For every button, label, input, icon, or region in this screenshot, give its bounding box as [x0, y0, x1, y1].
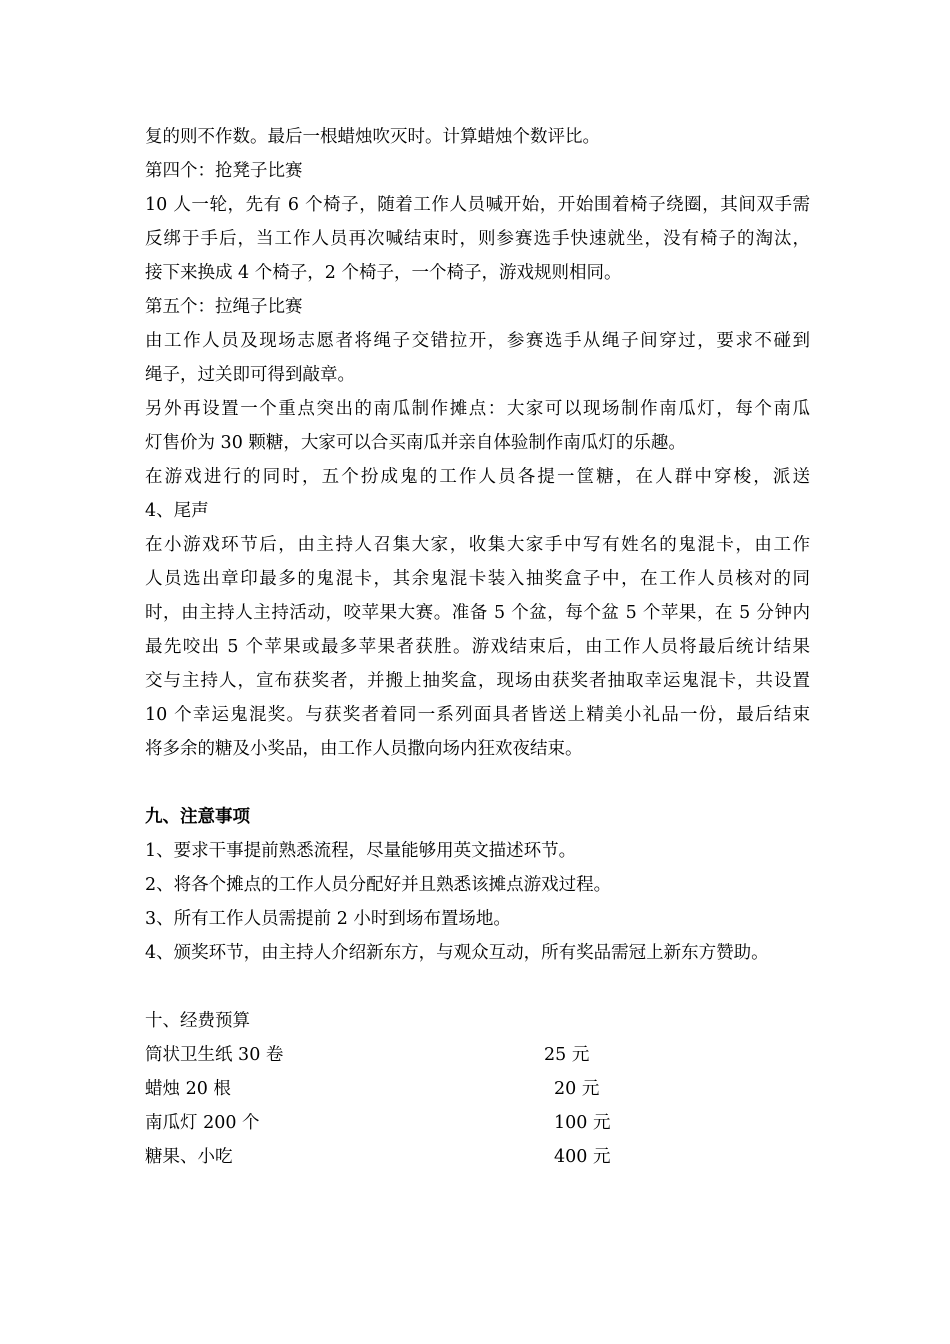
paragraph-line: 另外再设置一个重点突出的南瓜制作摊点：大家可以现场制作南瓜灯，每个南瓜 — [145, 399, 810, 419]
document-body — [145, 120, 810, 1174]
paragraph-line: 接下来换成 4 个椅子，2 个椅子，一个椅子，游戏规则相同。 — [145, 263, 622, 283]
paragraph-line: 由工作人员及现场志愿者将绳子交错拉开，参赛选手从绳子间穿过，要求不碰到 — [145, 331, 810, 351]
paragraph-line: 在游戏进行的同时，五个扮成鬼的工作人员各提一筐糖，在人群中穿梭，派送 — [145, 467, 810, 487]
section-spacer — [145, 766, 810, 800]
paragraph-line: 10 人一轮，先有 6 个椅子，随着工作人员喊开始，开始围着椅子绕圈，其间双手需 — [145, 195, 810, 215]
budget-cost: 25 元 — [544, 1045, 590, 1065]
budget-row — [145, 1038, 810, 1072]
notice-item: 1、要求干事提前熟悉流程，尽量能够用英文描述环节。 — [145, 841, 577, 861]
paragraph-line: 最先咬出 5 个苹果或最多苹果者获胜。游戏结束后，由工作人员将最后统计结果 — [145, 637, 810, 657]
budget-item: 蜡烛 20 根 — [145, 1079, 231, 1099]
paragraph-line: 人员选出章印最多的鬼混卡，其余鬼混卡装入抽奖盒子中，在工作人员核对的同 — [145, 569, 810, 589]
budget-row — [145, 1106, 810, 1140]
paragraph-line: 绳子，过关即可得到敲章。 — [145, 365, 355, 385]
paragraph-line: 在小游戏环节后，由主持人召集大家，收集大家手中写有姓名的鬼混卡，由工作 — [145, 535, 810, 555]
paragraph-line: 10 个幸运鬼混奖。与获奖者着同一系列面具者皆送上精美小礼品一份，最后结束 — [145, 705, 810, 725]
budget-item: 糖果、小吃 — [145, 1147, 233, 1167]
budget-cost: 400 元 — [554, 1147, 611, 1167]
budget-item: 筒状卫生纸 30 卷 — [145, 1045, 284, 1065]
budget-row — [145, 1072, 810, 1106]
paragraph-line: 复的则不作数。最后一根蜡烛吹灭时。计算蜡烛个数评比。 — [145, 127, 600, 147]
budget-row — [145, 1140, 810, 1174]
section-ten-heading: 十、经费预算 — [145, 1011, 250, 1031]
ending-subtitle: 4、尾声 — [145, 501, 209, 521]
game-four-title: 第四个：抢凳子比赛 — [145, 161, 303, 181]
paragraph-line: 灯售价为 30 颗糖，大家可以合买南瓜并亲自体验制作南瓜灯的乐趣。 — [145, 433, 686, 453]
notice-item: 3、所有工作人员需提前 2 小时到场布置场地。 — [145, 909, 511, 929]
notice-item: 2、将各个摊点的工作人员分配好并且熟悉该摊点游戏过程。 — [145, 875, 612, 895]
paragraph-line: 反绑于手后，当工作人员再次喊结束时，则参赛选手快速就坐，没有椅子的淘汰， — [145, 229, 810, 249]
paragraph-line: 时，由主持人主持活动，咬苹果大赛。准备 5 个盆，每个盆 5 个苹果，在 5 分钟内 — [145, 603, 810, 623]
budget-cost: 20 元 — [554, 1079, 600, 1099]
budget-item: 南瓜灯 200 个 — [145, 1113, 260, 1133]
section-spacer — [145, 970, 810, 1004]
game-five-title: 第五个：拉绳子比赛 — [145, 297, 303, 317]
budget-cost: 100 元 — [554, 1113, 611, 1133]
paragraph-line: 交与主持人，宣布获奖者，并搬上抽奖盒，现场由获奖者抽取幸运鬼混卡，共设置 — [145, 671, 810, 691]
section-nine-heading: 九、注意事项 — [145, 807, 250, 827]
paragraph-line: 将多余的糖及小奖品，由工作人员撒向场内狂欢夜结束。 — [145, 739, 583, 759]
notice-item: 4、颁奖环节，由主持人介绍新东方，与观众互动，所有奖品需冠上新东方赞助。 — [145, 943, 769, 963]
